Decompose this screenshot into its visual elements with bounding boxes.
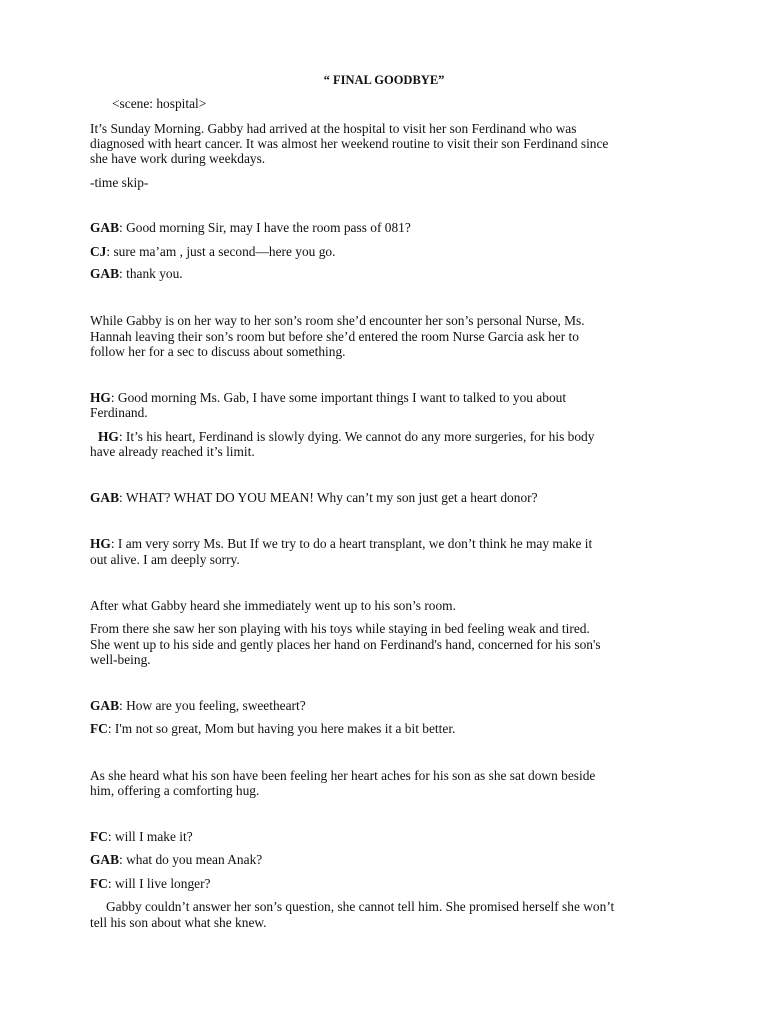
speaker: FC (90, 876, 108, 891)
dialogue-text: : what do you mean Anak? (119, 852, 263, 867)
dialogue-text: : I'm not so great, Mom but having you here makes it a bit better. (107, 721, 456, 736)
dialogue-text: : will I make it? (107, 829, 193, 844)
intro-line: diagnosed with heart cancer. It was almost her weekend routine to visit their son Ferdinand since (90, 136, 609, 151)
speaker: GAB (90, 266, 120, 281)
dialogue-line (90, 876, 690, 891)
dialogue-line (90, 220, 690, 235)
dialogue-text: : sure ma’am , just a second—here you go. (106, 244, 336, 259)
narration-line: From there she saw her son playing with his toys while staying in bed feeling weak and tired. (90, 621, 590, 636)
narration-line: Gabby couldn’t answer her son’s question, she cannot tell him. She promised herself she won’t (106, 899, 615, 914)
speaker: HG (98, 429, 119, 444)
speaker: GAB (90, 852, 120, 867)
dialogue-continuation: Ferdinand. (90, 405, 148, 420)
dialogue-line (98, 429, 698, 444)
dialogue-line (90, 721, 690, 736)
narration-line: Hannah leaving their son’s room but before she’d entered the room Nurse Garcia ask her to (90, 329, 579, 344)
dialogue-text: : How are you feeling, sweetheart? (119, 698, 306, 713)
intro-line: It’s Sunday Morning. Gabby had arrived at the hospital to visit her son Ferdinand who was (90, 121, 577, 136)
dialogue-text: : WHAT? WHAT DO YOU MEAN! Why can’t my son just get a heart donor? (119, 490, 538, 505)
speaker: GAB (90, 220, 120, 235)
dialogue-line (90, 829, 690, 844)
narration-line: follow her for a sec to discuss about something. (90, 344, 346, 359)
dialogue-text: : It’s his heart, Ferdinand is slowly dying. We cannot do any more surgeries, for his body (118, 429, 595, 444)
time-skip: -time skip- (90, 175, 149, 190)
dialogue-line (90, 266, 690, 281)
speaker: GAB (90, 490, 120, 505)
intro-line: she have work during weekdays. (90, 151, 266, 166)
narration-line: After what Gabby heard she immediately went up to his son’s room. (90, 598, 456, 613)
speaker: FC (90, 829, 108, 844)
dialogue-line (90, 490, 690, 505)
narration-line: She went up to his side and gently places her hand on Ferdinand's hand, concerned for his son's (90, 637, 601, 652)
speaker: GAB (90, 698, 120, 713)
dialogue-text: : will I live longer? (107, 876, 211, 891)
dialogue-line (90, 244, 690, 259)
scene-heading: <scene: hospital> (112, 96, 207, 111)
dialogue-line (90, 536, 690, 551)
dialogue-line (90, 698, 690, 713)
narration-line: tell his son about what she knew. (90, 915, 267, 930)
speaker: HG (90, 390, 111, 405)
dialogue-text: : Good morning Ms. Gab, I have some important things I want to talked to you about (110, 390, 567, 405)
narration-line: well-being. (90, 652, 151, 667)
dialogue-text: : I am very sorry Ms. But If we try to do a heart transplant, we don’t think he may make it (110, 536, 593, 551)
narration-line: While Gabby is on her way to her son’s room she’d encounter her son’s personal Nurse, Ms. (90, 313, 585, 328)
document-title: “ FINAL GOODBYE” (323, 73, 445, 87)
dialogue-text: : Good morning Sir, may I have the room pass of 081? (119, 220, 411, 235)
dialogue-line (90, 852, 690, 867)
dialogue-line (90, 390, 690, 405)
narration-line: As she heard what his son have been feeling her heart aches for his son as she sat down beside (90, 768, 596, 783)
speaker: FC (90, 721, 108, 736)
dialogue-continuation: out alive. I am deeply sorry. (90, 552, 240, 567)
speaker: HG (90, 536, 111, 551)
speaker: CJ (90, 244, 107, 259)
dialogue-text: : thank you. (119, 266, 183, 281)
dialogue-continuation: have already reached it’s limit. (90, 444, 255, 459)
narration-line: him, offering a comforting hug. (90, 783, 260, 798)
